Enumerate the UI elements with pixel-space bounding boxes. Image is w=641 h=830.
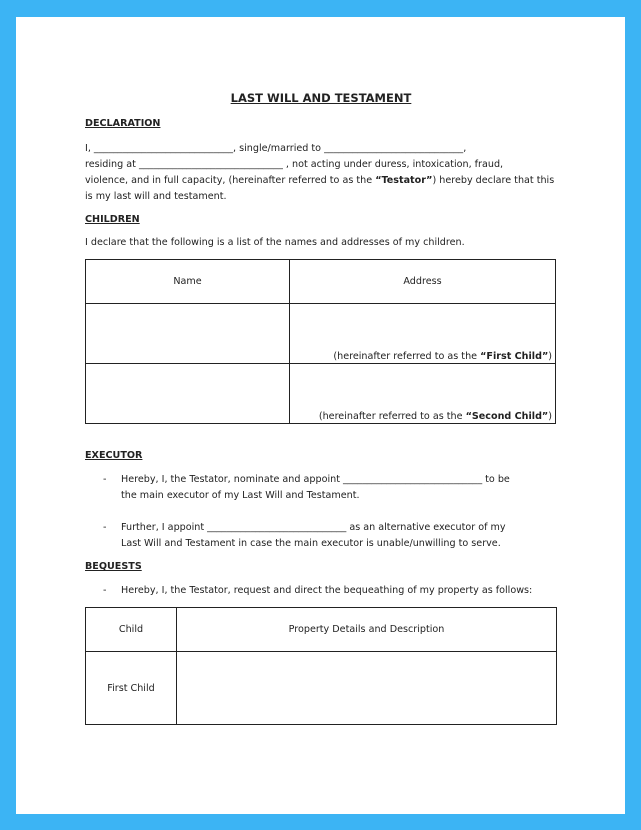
document-title: LAST WILL AND TESTAMENT [230, 91, 412, 105]
child-address-cell[interactable] [290, 304, 556, 364]
table-row [86, 364, 556, 424]
bullet-line: Further, I appoint _____________________________ as an alternative executor of my [121, 522, 506, 533]
document-page [16, 17, 625, 814]
children-intro-text: I declare that the following is a list of the names and addresses of my children. [85, 237, 465, 248]
property-column-header: Property Details and Description [177, 608, 557, 652]
address-suffix: ) [548, 411, 552, 422]
address-column-header: Address [290, 260, 556, 304]
bullet-text [121, 472, 543, 504]
property-details-cell[interactable] [177, 652, 557, 725]
child-name-cell[interactable] [86, 364, 290, 424]
executor-heading: EXECUTOR [85, 450, 143, 461]
bullet-text [121, 583, 543, 599]
name-column-header: Name [86, 260, 290, 304]
table-row [86, 652, 557, 725]
bullet-dash: - [103, 585, 107, 596]
address-suffix: ) [548, 351, 552, 362]
bullet-line: Last Will and Testament in case the main executor is unable/unwilling to serve. [121, 538, 501, 549]
table-row [86, 304, 556, 364]
declaration-line: violence, and in full capacity, (hereinafter referred to as the “Testator”) hereby declare that this [85, 175, 555, 186]
declaration-line: I, _____________________________, single/married to _____________________________, [85, 143, 467, 154]
bequests-heading: BEQUESTS [85, 561, 142, 572]
declaration-line: is my last will and testament. [85, 191, 227, 202]
address-prefix: (hereinafter referred to as the [333, 351, 481, 362]
children-table [85, 259, 556, 424]
children-intro [85, 235, 557, 251]
bullet-dash: - [103, 522, 107, 533]
declaration-line: residing at ______________________________ , not acting under duress, intoxication, fraud, [85, 159, 504, 170]
child-label: “First Child” [480, 351, 549, 362]
child-label: “Second Child” [465, 411, 549, 422]
declaration-heading: DECLARATION [85, 118, 161, 129]
declaration-paragraph [85, 141, 557, 205]
bullet-line: the main executor of my Last Will and Testament. [121, 490, 360, 501]
table-header-row [86, 260, 556, 304]
address-prefix: (hereinafter referred to as the [318, 411, 466, 422]
bullet-text [121, 520, 543, 552]
table-header-row [86, 608, 557, 652]
child-address-cell[interactable] [290, 364, 556, 424]
bullet-dash: - [103, 474, 107, 485]
bullet-line: Hereby, I, the Testator, request and direct the bequeathing of my property as follows: [121, 585, 533, 596]
child-column-header: Child [86, 608, 177, 652]
child-cell: First Child [86, 652, 177, 725]
bequests-table [85, 607, 557, 725]
children-heading: CHILDREN [85, 214, 140, 225]
child-name-cell[interactable] [86, 304, 290, 364]
bullet-line: Hereby, I, the Testator, nominate and appoint _____________________________ to be [121, 474, 510, 485]
